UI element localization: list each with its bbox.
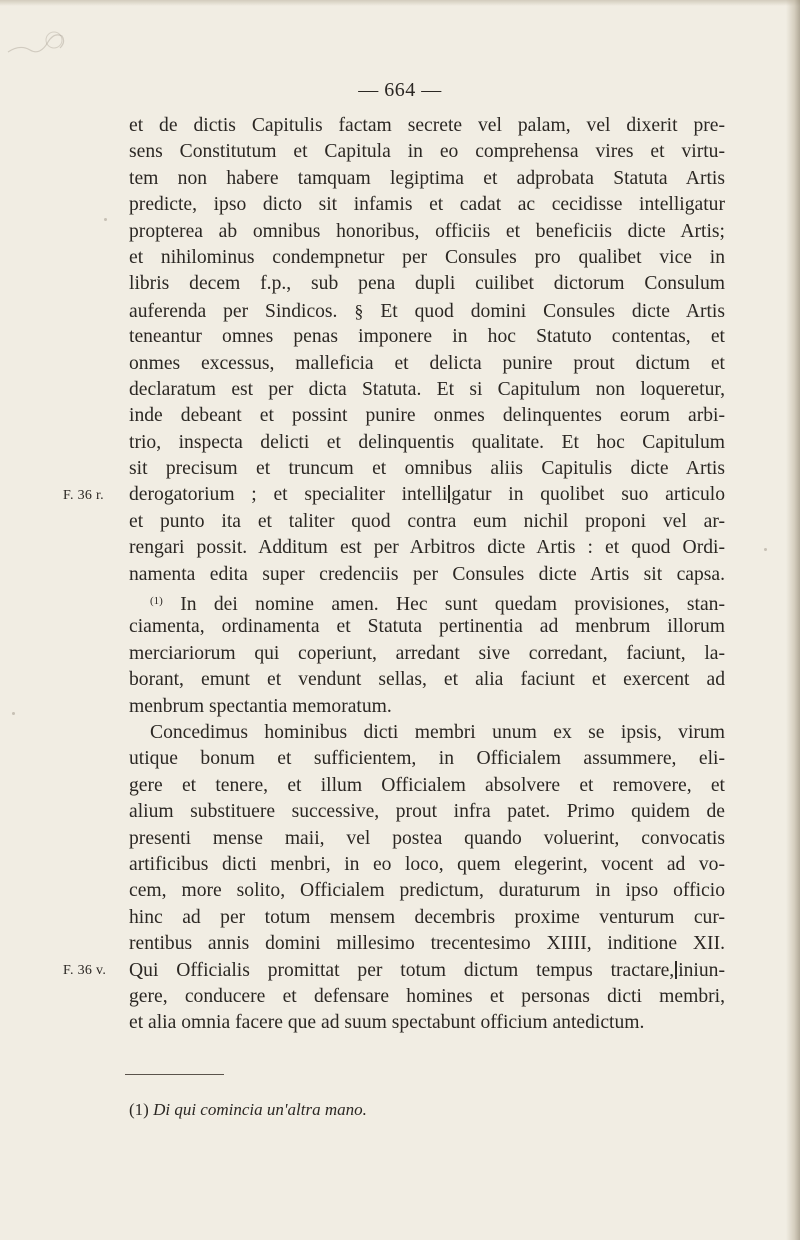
text-line: sit precisum et truncum et omnibus aliis Capitulis dicte Artis <box>129 458 725 480</box>
text-line: trio, inspecta delicti et delinquentis qualitate. Et hoc Capitulum <box>129 431 725 453</box>
text-line: cem, more solito, Officialem predictum, duraturum in ipso officio <box>129 880 725 902</box>
page-edge-shadow <box>786 0 800 1240</box>
paper-speck <box>104 218 107 221</box>
text-line: namenta edita super credenciis per Consules dicte Artis sit capsa. <box>129 563 725 585</box>
text-line: presenti mense maii, vel postea quando voluerint, convocatis <box>129 827 725 849</box>
folio-note-36r: F. 36 r. <box>63 488 104 503</box>
page-top-shadow <box>0 0 800 6</box>
footnote-text: Di qui comincia un'altra mano. <box>153 1100 367 1119</box>
text-segment: auferenda per Sindicos. <box>129 300 338 322</box>
text-segment: derogatorium ; et specialiter intelli <box>129 484 448 506</box>
folio-break-mark <box>675 961 677 979</box>
text-line <box>129 298 725 324</box>
text-line: borant, emunt et vendunt sellas, et alia faciunt et exercent ad <box>129 669 725 691</box>
text-line: libris decem f.p., sub pena dupli cuilibet dictorum Consulum <box>129 273 725 295</box>
footnote-reference: (1) <box>150 595 163 608</box>
text-line: utique bonum et sufficientem, in Officialem assummere, eli- <box>129 748 725 770</box>
text-line: tem non habere tamquam legiptima et adprobata Statuta Artis <box>129 167 725 189</box>
footnote-divider <box>125 1074 224 1075</box>
text-line <box>129 958 725 984</box>
text-line: predicte, ipso dicto sit infamis et cadat ac cecidisse intelligatur <box>129 194 725 216</box>
text-line: hinc ad per totum mensem decembris proxime venturum cur- <box>129 906 725 928</box>
text-line: rentibus annis domini millesimo trecentesimo XIIII, inditione XII. <box>129 933 725 955</box>
paragraph-mark-icon: § <box>354 300 364 321</box>
faint-stamp-mark <box>6 22 66 62</box>
text-line <box>129 588 725 614</box>
footnote <box>129 1098 367 1122</box>
text-line: et de dictis Capitulis factam secrete vel palam, vel dixerit pre- <box>129 115 725 136</box>
text-line: et nihilominus condempnetur per Consules pro qualibet vice in <box>129 246 725 268</box>
footnote-number: (1) <box>129 1100 149 1119</box>
text-line: sens Constitutum et Capitula in eo comprehensa vires et virtu- <box>129 141 725 163</box>
text-line: Concedimus hominibus dicti membri unum ex se ipsis, virum <box>150 721 725 743</box>
text-line: menbrum spectantia memoratum. <box>129 695 392 717</box>
text-line: gere et tenere, et illum Officialem absolvere et removere, et <box>129 774 725 796</box>
text-segment: In dei nomine amen. Hec sunt quedam provisiones, stan- <box>180 594 726 616</box>
text-line: teneantur omnes penas imponere in hoc Statuto contentas, et <box>129 326 725 348</box>
text-line: et alia omnia facere que ad suum spectabunt officium antedictum. <box>129 1012 645 1034</box>
text-segment: Et quod domini Consules dicte Artis <box>380 300 726 322</box>
main-text <box>129 113 725 1037</box>
text-line: onmes excessus, malleficia et delicta punire prout dictum et <box>129 352 725 374</box>
text-line: inde debeant et possint punire onmes delinquentes eorum arbi- <box>129 405 725 427</box>
folio-break-mark <box>448 485 450 503</box>
page-number: — 664 — <box>358 79 442 101</box>
text-segment: gatur in quolibet suo articulo <box>451 484 725 506</box>
text-line: artificibus dicti menbri, in eo loco, quem elegerint, vocent ad vo- <box>129 853 725 875</box>
text-line: propterea ab omnibus honoribus, officiis et beneficiis dicte Artis; <box>129 220 725 242</box>
text-line <box>129 482 725 508</box>
text-line: gere, conducere et defensare homines et personas dicti membri, <box>129 985 725 1007</box>
text-line: et punto ita et taliter quod contra eum nichil proponi vel ar- <box>129 510 725 532</box>
paper-speck <box>12 712 15 715</box>
paper-speck <box>764 548 767 551</box>
text-line: declaratum est per dicta Statuta. Et si Capitulum non loqueretur, <box>129 378 725 400</box>
text-line: rengari possit. Additum est per Arbitros dicte Artis : et quod Ordi- <box>129 537 725 559</box>
folio-note-36v: F. 36 v. <box>63 963 107 978</box>
text-segment: Qui Officialis promittat per totum dictum tempus tractare, <box>129 959 675 981</box>
text-segment: iniun- <box>678 959 725 981</box>
text-line: alium substituere successive, prout infra patet. Primo quidem de <box>129 801 725 823</box>
text-line: ciamenta, ordinamenta et Statuta pertinentia ad menbrum illorum <box>129 616 725 638</box>
text-line: merciariorum qui coperiunt, arredant sive corredant, faciunt, la- <box>129 642 725 664</box>
